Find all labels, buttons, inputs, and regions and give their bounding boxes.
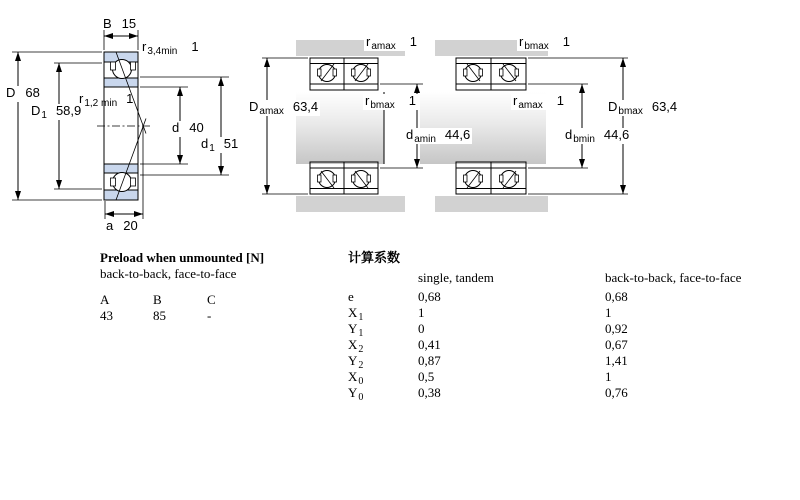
dim-symbol: D — [608, 99, 618, 114]
dim-label-rbmax-right: $r_{bmax}$ 1 — [519, 34, 571, 52]
preload-col-C: C — [207, 292, 216, 307]
dim-label-d1: $d_1$ 51 — [201, 136, 239, 154]
bearing-datasheet-page: B 15 $r_{3,4min}$ 1 D 68 $D_1$ 58,9 $r_{1,2 min}$ 1 d 40 $d_1$ 51 a 20 $r_{amax}$ 1 $r_{bmax}$ 1 $D_{amax}$ 63,4 $d_{amin}$ 44,6 $r_{bmax}$ 1 $r_{amax}$ 1 $D_{bmax}$ 63,4 $d_{bmin}$ 44,6 Preload when unmounted [N] back-to-back, face-to-face A B C 43 85 - 计算系数 single, tandem back-to-back, face-to-face e 0,68 0,68 $X_1$ 1 1 $Y_1$ 0 0,92 $X_2$ 0,41 0,67 $Y_2$ 0,87 1,41 $X_0$ 0,5 1 $Y_0$ 0,38 0,76 — [0, 0, 800, 500]
dim-symbol: r — [366, 34, 371, 49]
dim-value: 1 — [408, 93, 417, 108]
dim-symbol: D — [31, 103, 41, 118]
dim-value: 44,6 — [444, 127, 471, 142]
dim-symbol: r — [519, 34, 524, 49]
dim-symbol: r — [513, 93, 518, 108]
dim-label-a — [106, 219, 138, 235]
dim-label-r12: $r_{1,2 min}$ 1 — [79, 91, 134, 109]
dim-value: 63,4 — [292, 99, 319, 114]
dim-symbol: D — [249, 99, 259, 114]
dim-value: 1 — [556, 93, 565, 108]
dim-value: 68 — [25, 85, 40, 100]
dim-value: 63,4 — [651, 99, 678, 114]
dim-label-r34: $r_{3,4min}$ 1 — [142, 39, 199, 57]
dim-value: 1 — [562, 34, 571, 49]
dim-label-ramax-middle: $r_{amax}$ 1 — [366, 34, 418, 52]
dim-value: 15 — [121, 16, 137, 31]
dim-label-B — [103, 17, 136, 33]
dim-symbol: d — [406, 127, 414, 142]
preload-subtitle: back-to-back, face-to-face — [100, 266, 237, 281]
dim-label-dbmin: $d_{bmin}$ 44,6 — [565, 127, 630, 145]
preload-col-B: B — [153, 292, 162, 307]
dim-label-rbmax-middle: $r_{bmax}$ 1 — [365, 93, 417, 111]
dim-label-Damax: $D_{amax}$ 63,4 — [249, 99, 319, 117]
dim-value: 44,6 — [603, 127, 630, 142]
dim-value: 58,9 — [55, 103, 82, 118]
dim-value: 20 — [123, 218, 138, 233]
dim-symbol: D — [6, 85, 16, 100]
factors-col2-header: back-to-back, face-to-face — [605, 270, 742, 285]
dim-label-damin: $d_{amin}$ 44,6 — [406, 127, 471, 145]
dim-symbol: B — [103, 16, 112, 31]
preload-value-A: 43 — [100, 308, 113, 323]
dim-value: 40 — [189, 120, 204, 135]
dim-symbol: a — [106, 218, 114, 233]
preload-value-C: - — [207, 308, 212, 323]
preload-value-B: 85 — [153, 308, 166, 323]
dim-value: 1 — [409, 34, 418, 49]
dim-symbol: r — [142, 39, 147, 54]
dim-symbol: d — [172, 120, 180, 135]
dim-symbol: d — [565, 127, 573, 142]
dim-label-D — [4, 86, 42, 102]
dim-value: 51 — [223, 136, 239, 151]
dim-label-D1: $D_1$ 58,9 — [31, 103, 82, 121]
dim-value: 1 — [191, 39, 199, 54]
dim-symbol: r — [79, 91, 84, 106]
dim-label-ramax-right: $r_{amax}$ 1 — [513, 93, 565, 111]
factors-col1-header: single, tandem — [418, 270, 494, 285]
factors-title: 计算系数 — [348, 250, 401, 265]
preload-title: Preload when unmounted [N] — [100, 250, 265, 265]
dim-label-Dbmax: $D_{bmax}$ 63,4 — [608, 99, 678, 117]
dim-symbol: r — [365, 93, 370, 108]
preload-col-A: A — [100, 292, 110, 307]
dim-label-d — [170, 121, 206, 137]
dim-value: 1 — [126, 91, 134, 106]
dim-symbol: d — [201, 136, 209, 151]
